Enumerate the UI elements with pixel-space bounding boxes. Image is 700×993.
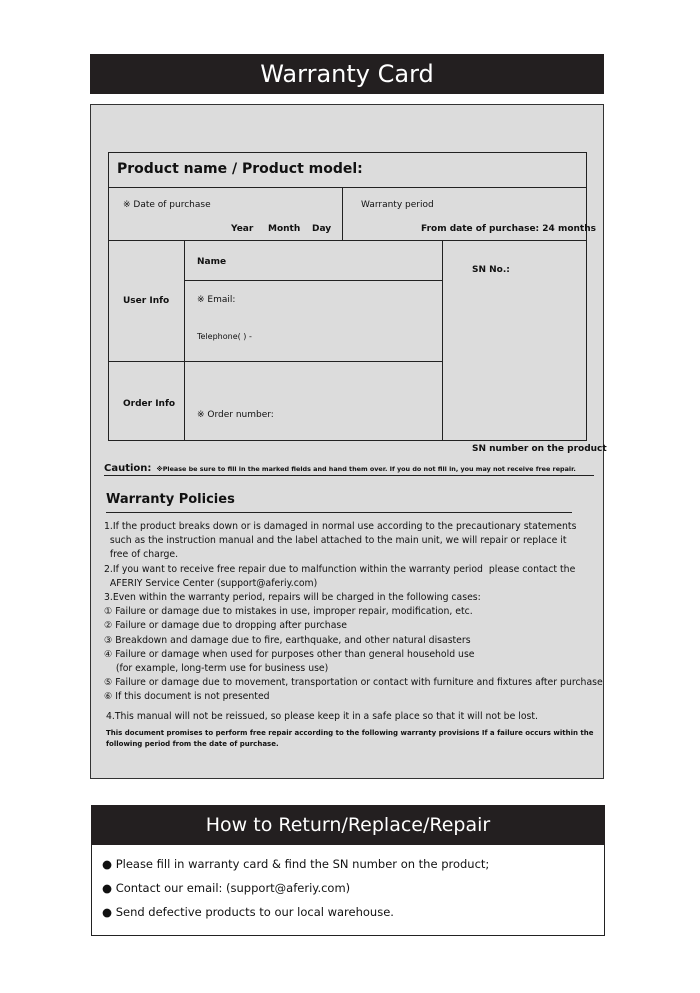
policy-line: 2.If you want to receive free repair due to malfunction within the warranty period please contact the [104, 563, 576, 575]
warranty-form [108, 152, 596, 441]
step-item: ● Contact our email: (support@aferiy.com) [102, 881, 351, 895]
month-label: Month [268, 224, 301, 234]
name-label: Name [197, 257, 227, 267]
caution-divider [104, 475, 594, 476]
warranty-card-title [90, 54, 604, 94]
order-info-label: Order Info [123, 399, 176, 409]
product-name-label: Product name / Product model: [117, 161, 363, 177]
order-number-label: ※ Order number: [197, 410, 274, 420]
return-title-text: How to Return/Replace/Repair [205, 814, 491, 836]
policy-line: ④ Failure or damage when used for purposes other than general household use [104, 648, 475, 660]
policy-line: ⑥ If this document is not presented [104, 691, 270, 703]
step-item: ● Send defective products to our local warehouse. [102, 905, 394, 919]
policy-line: such as the instruction manual and the label attached to the main unit, we will repair or replace it [104, 535, 567, 547]
warranty-period-label: Warranty period [361, 200, 434, 210]
date-of-purchase-label: ※ Date of purchase [123, 200, 211, 210]
policy-line-4: 4.This manual will not be reissued, so please keep it in a safe place so that it will not be lost. [106, 711, 538, 722]
return-instructions-title [91, 805, 605, 845]
policy-line: ② Failure or damage due to dropping after purchase [104, 620, 347, 632]
policy-line: ① Failure or damage due to mistakes in use, improper repair, modification, etc. [104, 606, 473, 618]
sn-label: SN No.: [472, 265, 510, 275]
step-item: ● Please fill in warranty card & find the SN number on the product; [102, 857, 490, 871]
policy-note-2: following period from the date of purchase. [106, 740, 279, 748]
policy-line: AFERIY Service Center (support@aferiy.com) [104, 577, 318, 589]
caution-line [104, 456, 604, 475]
warranty-period-value: From date of purchase: 24 months [421, 224, 596, 234]
user-info-label: User Info [123, 296, 170, 306]
policy-line: 1.If the product breaks down or is damaged in normal use according to the precautionary statements [104, 521, 577, 532]
policy-line: ③ Breakdown and damage due to fire, earthquake, and other natural disasters [104, 634, 471, 646]
caution-text: ※Please be sure to fill in the marked fields and hand them over. If you do not fill in, you may not receive free repair. [156, 465, 576, 473]
policy-line: 3.Even within the warranty period, repairs will be charged in the following cases: [104, 592, 481, 604]
telephone-label: Telephone( ) - [197, 332, 252, 341]
warranty-policies-title: Warranty Policies [106, 492, 235, 507]
policy-line: ⑤ Failure or damage due to movement, transportation or contact with furniture and fixtures after purchase [104, 677, 603, 689]
year-label: Year [231, 224, 254, 234]
return-steps [102, 857, 592, 929]
title-text: Warranty Card [260, 60, 434, 88]
policy-line: (for example, long-term use for business use) [104, 663, 329, 675]
policies-divider [106, 512, 572, 513]
policy-list [104, 520, 603, 705]
day-label: Day [312, 224, 332, 234]
caution-label: Caution: [104, 463, 152, 474]
sn-location-note: SN number on the product [472, 444, 607, 454]
policy-line: free of charge. [104, 549, 179, 561]
email-label: ※ Email: [197, 295, 236, 305]
policy-note-1: This document promises to perform free repair according to the following warranty provisions If a failure occurs within the [106, 729, 594, 737]
